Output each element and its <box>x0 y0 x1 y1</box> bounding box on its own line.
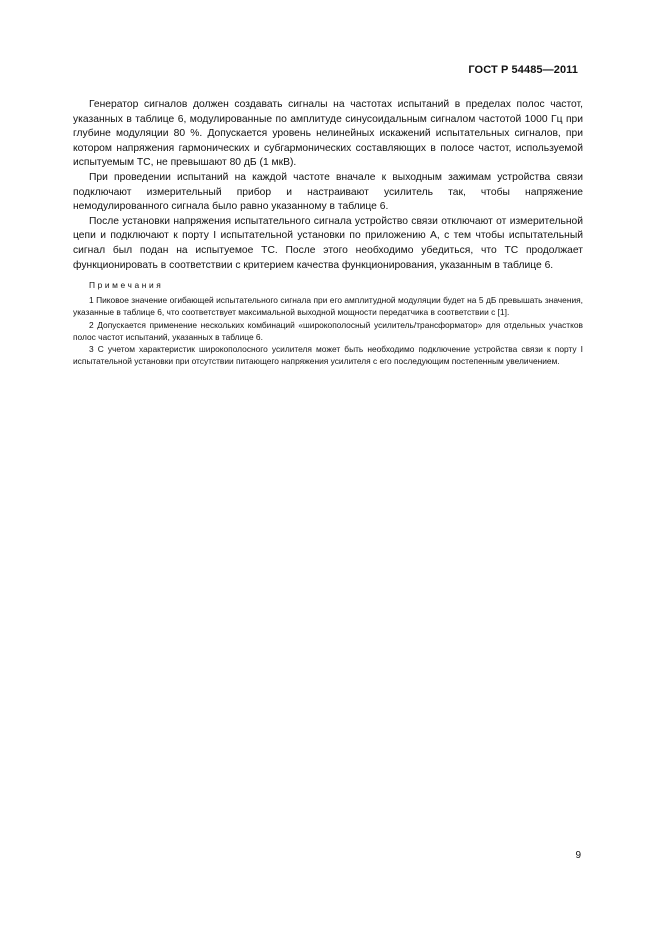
note-item: 1 Пиковое значение огибающей испытательного сигнала при его амплитудной модуляции будет на 5 дБ превышать значения, указанные в таблице 6, что соответствует максимальной выходной мощности передатчика в соответствии с [1]. <box>73 295 583 318</box>
page-content <box>73 98 583 367</box>
note-item: 3 С учетом характеристик широкополосного усилителя может быть необходимо подключение устройства связи к порту I испытательной установки при отсутствии питающего напряжения усилителя с его последующим постепенным увеличением. <box>73 343 583 367</box>
notes-heading: Примечания <box>89 280 164 291</box>
note-item: 2 Допускается применение нескольких комбинаций «широкополосный усилитель/трансформатор» для отдельных участков полос частот испытаний, указанных в таблице 6. <box>73 319 583 342</box>
page-number: 9 <box>575 850 581 861</box>
body-paragraph: После установки напряжения испытательного сигнала устройство связи отключают от измерительной цепи и подключают к порту I испытательной установки по приложению А, с тем чтобы испытательный сигнал был подан на испытуемое ТС. После этого необходимо убедиться, что ТС продолжает функционировать в соответствии с критерием качества функционирования, указанным в таблице 6. <box>73 215 583 271</box>
body-paragraph: При проведении испытаний на каждой частоте вначале к выходным зажимам устройства связи подключают измерительный прибор и настраивают усилитель так, чтобы напряжение немодулированного сигнала было равно указанному в таблице 6. <box>73 171 583 213</box>
document-header: ГОСТ Р 54485—2011 <box>468 64 578 76</box>
body-paragraph: Генератор сигналов должен создавать сигналы на частотах испытаний в пределах полос частот, указанных в таблице 6, модулированные по амплитуде синусоидальным сигналом частотой 1000 Гц при глубине модуляции 80 %. Допускается уровень нелинейных искажений испытательных сигналов, при котором напряжения гармонических и субгармонических составляющих в полосе частот, используемой испытуемым ТС, не превышают 80 дБ (1 мкВ). <box>73 99 583 169</box>
